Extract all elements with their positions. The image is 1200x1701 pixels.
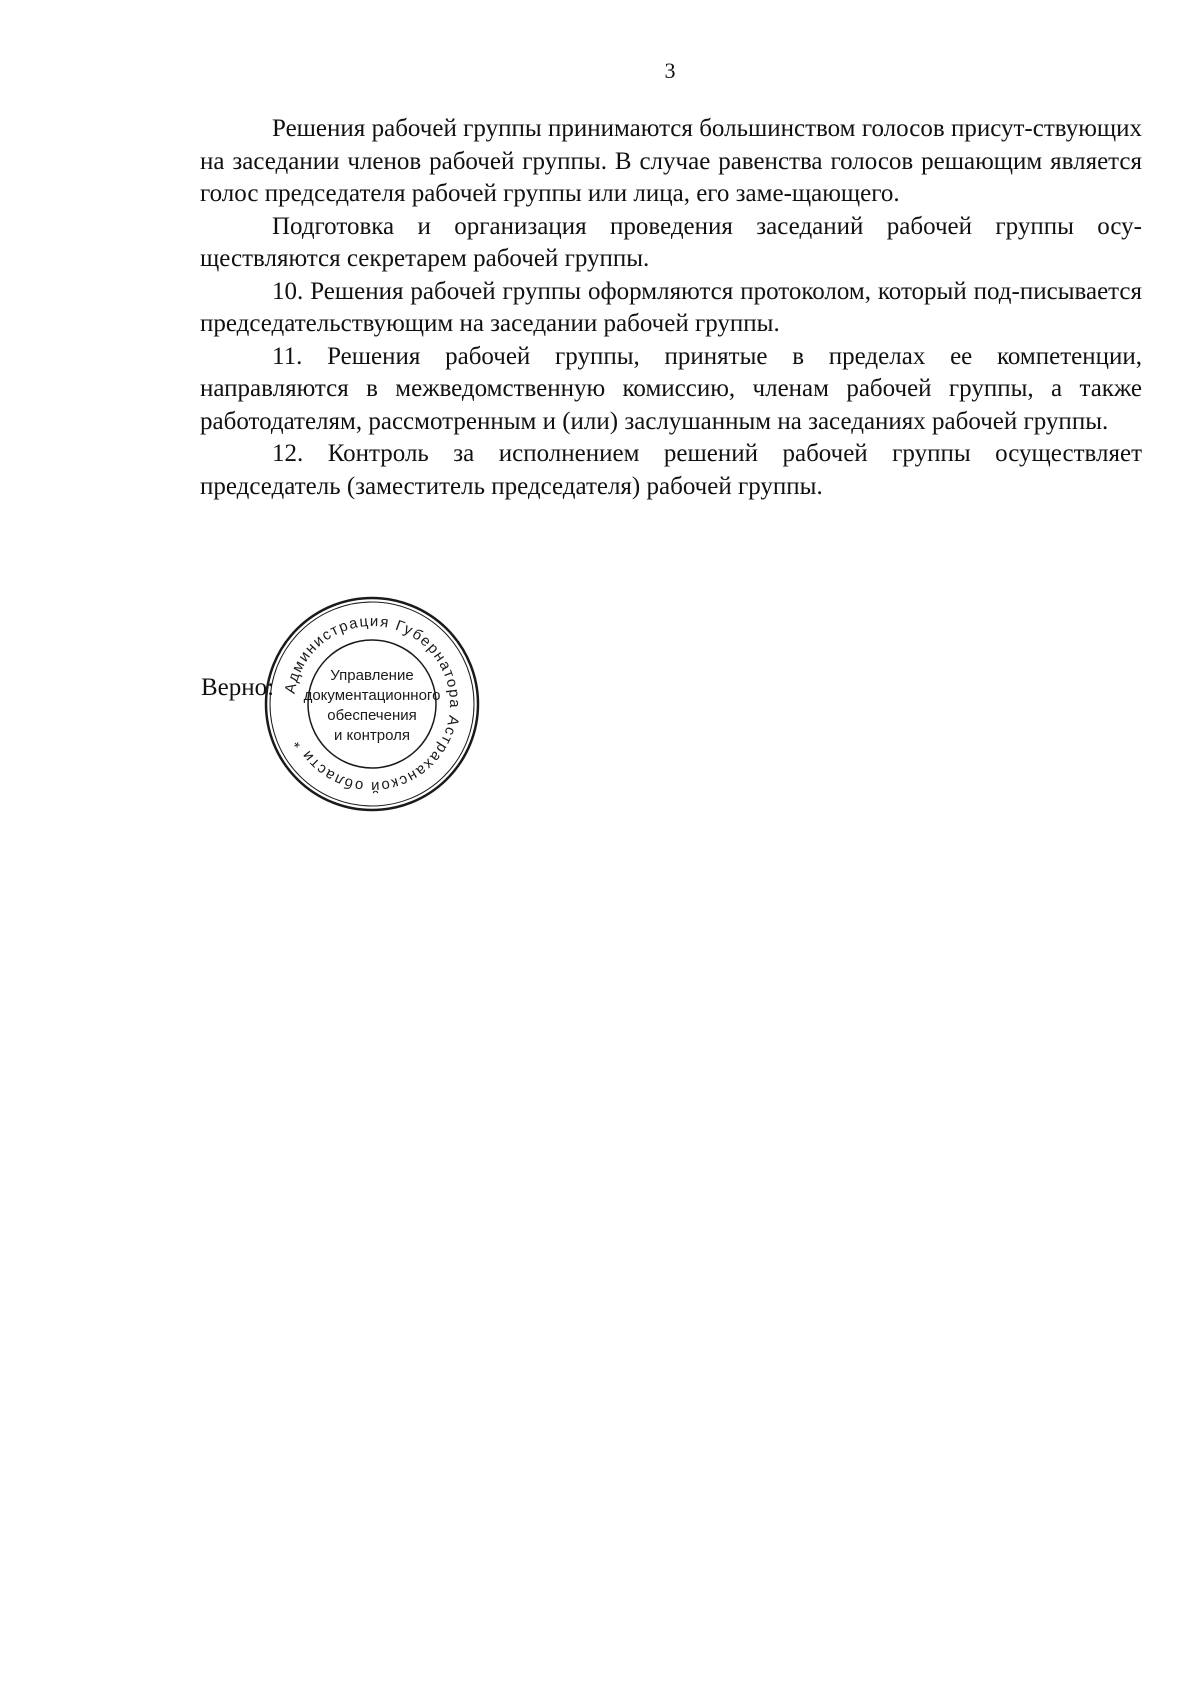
paragraph-preparation: Подготовка и организация проведения заседаний рабочей группы осу-ществляются секретарем рабочей группы. — [200, 212, 1142, 272]
page-number: 3 — [664, 58, 676, 83]
seal-center-line-3: обеспечения — [327, 707, 417, 724]
paragraph-12-control: 12. Контроль за исполнением решений рабочей группы осуществляет председатель (заместитель председателя) рабочей группы. — [200, 440, 1142, 500]
paragraph-voting: Решения рабочей группы принимаются большинством голосов присут-ствующих на заседании членов рабочей группы. В случае равенства голосов решающим является голос председателя рабочей группы или лица, его заме-щающего. — [200, 115, 1142, 207]
seal-center-line-2: документационного — [303, 687, 441, 704]
paragraph-11-distribution: 11. Решения рабочей группы, принятые в пределах ее компетенции, направляются в межведомственную комиссию, членам рабочей группы, а также работодателям, рассмотренным и (или) заслушанным на заседаниях рабочей группы. — [200, 342, 1142, 435]
document-body — [200, 113, 1142, 503]
paragraph-10-protocol: 10. Решения рабочей группы оформляются протоколом, который под-писывается председательствующим на заседании рабочей группы. — [200, 277, 1142, 337]
certification-label: Верно: — [201, 674, 275, 701]
seal-center-line-4: и контроля — [333, 727, 410, 744]
official-seal-stamp — [261, 593, 483, 815]
seal-center-line-1: Управление — [330, 667, 414, 684]
seal-ring-text: Администрация Губернатора Астраханской области * — [281, 612, 464, 796]
